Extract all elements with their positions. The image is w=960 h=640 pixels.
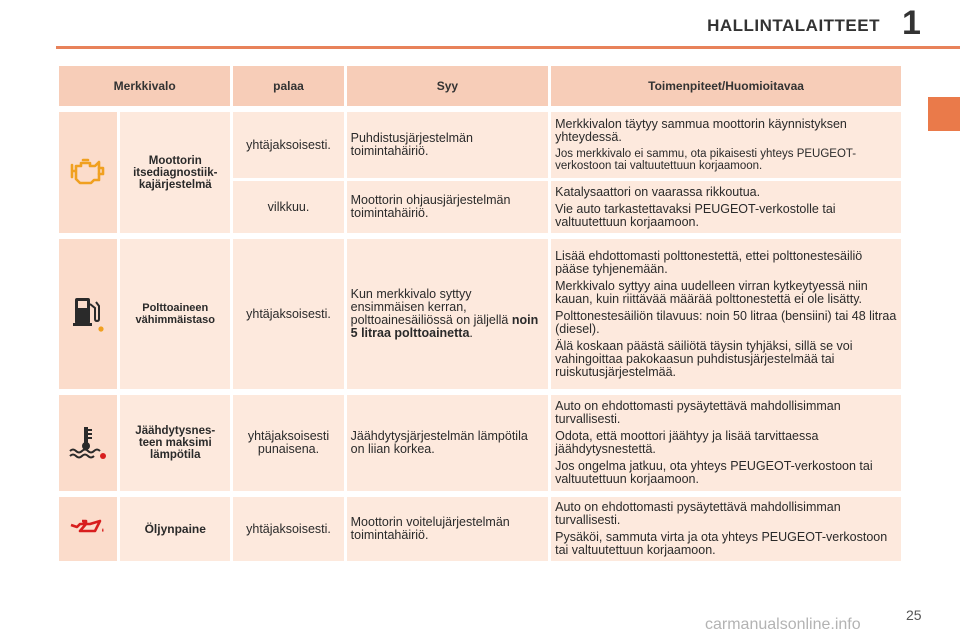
indicator-name: Öljynpaine [120, 497, 230, 561]
engine-check-icon [59, 112, 117, 233]
action-text: Katalysaattori on vaarassa rikkoutua. [555, 184, 761, 199]
action-text: Merkkivalo syttyy aina uudelleen virran kytkeytyessä niin kauan, kuin riittävää määrää polttonestettä ei ole lisätty. [555, 278, 868, 306]
lit-mode: yhtäjaksoisesti. [233, 239, 343, 389]
action-text: Vie auto tarkastettavaksi PEUGEOT-verkostolle tai valtuutettuun korjaamoon. [555, 201, 836, 229]
lit-mode: yhtäjaksoisesti. [233, 112, 343, 178]
table-row [59, 112, 901, 178]
column-header-lit: palaa [233, 66, 343, 106]
lit-mode: yhtäjaksoisesti. [233, 497, 343, 561]
column-header-indicator: Merkkivalo [59, 66, 230, 106]
column-header-actions: Toimenpiteet/Huomioitavaa [551, 66, 901, 106]
page-header-title: HALLINTALAITTEET [707, 16, 880, 35]
column-header-cause: Syy [347, 66, 548, 106]
cause-emphasis: noin 5 litraa polttoainetta [350, 313, 539, 340]
action-text: Auto on ehdottomasti pysäytettävä mahdollisimman turvallisesti. [555, 399, 841, 426]
actions-cell [551, 112, 901, 178]
cause-text: Moottorin ohjausjärjestelmän toimintahäiriö. [347, 181, 548, 233]
fuel-pump-icon [59, 239, 117, 389]
action-text: Jos ongelma jatkuu, ota yhteys PEUGEOT-verkostoon tai valtuutettuun korjaamoon. [555, 459, 873, 486]
header-divider [56, 46, 960, 49]
cause-text: Moottorin voitelujärjestelmän toimintahäiriö. [347, 497, 548, 561]
actions-cell [551, 395, 901, 491]
action-text: Älä koskaan päästä säiliötä täysin tyhjäksi, sillä se voi vahingoittaa pakokaasun puhdistusjärjestelmää tai ruiskutusjärjestelmää. [555, 338, 853, 379]
indicator-name: Polttoaineen vähimmäistaso [120, 239, 230, 389]
coolant-temperature-icon [59, 395, 117, 491]
action-text: Polttonestesäiliön tilavuus: noin 50 litraa (bensiini) tai 48 litraa (diesel). [555, 308, 897, 336]
cause-text: Kun merkkivalo syttyy ensimmäisen kerran, polttoainesäiliössä on jäljellä [350, 287, 509, 327]
indicator-name: Jäähdytysnes-teen maksimi lämpötila [120, 395, 230, 491]
cause-end: . [469, 326, 473, 340]
action-text: Auto on ehdottomasti pysäytettävä mahdollisimman turvallisesti. [555, 500, 841, 527]
page-number: 25 [906, 607, 922, 623]
table-row [59, 395, 901, 491]
table-row [59, 239, 901, 389]
action-text: Jos merkkivalo ei sammu, ota pikaisesti yhteys PEUGEOT-verkostoon tai valtuutettuun korjaamoon. [555, 148, 857, 172]
lit-mode: vilkkuu. [233, 181, 343, 233]
action-text: Odota, että moottori jäähtyy ja lisää tarvittaessa jäähdytysnestettä. [555, 429, 819, 456]
watermark: carmanualsonline.info [705, 616, 861, 633]
table-header-row [59, 66, 901, 106]
cause-text-cell [347, 239, 548, 389]
indicator-name: Moottorin itsediagnostiik-kajärjestelmä [120, 112, 230, 233]
cause-text: Puhdistusjärjestelmän toimintahäiriö. [347, 112, 548, 178]
table-row [59, 497, 901, 561]
actions-cell [551, 239, 901, 389]
warning-lights-table [56, 63, 904, 564]
lit-mode: yhtäjaksoisesti punaisena. [233, 395, 343, 491]
chapter-side-tab [928, 97, 960, 131]
cause-text: Jäähdytysjärjestelmän lämpötila on liian korkea. [347, 395, 548, 491]
oil-can-icon [59, 497, 117, 561]
chapter-number: 1 [902, 4, 921, 42]
action-text: Lisää ehdottomasti polttonestettä, ettei polttonestesäiliö pääse tyhjenemään. [555, 248, 863, 276]
actions-cell [551, 497, 901, 561]
actions-cell [551, 181, 901, 233]
action-text: Pysäköi, sammuta virta ja ota yhteys PEUGEOT-verkostoon tai valtuutettuun korjaamoon. [555, 530, 888, 557]
action-text: Merkkivalon täytyy sammua moottorin käynnistyksen yhteydessä. [555, 117, 847, 144]
